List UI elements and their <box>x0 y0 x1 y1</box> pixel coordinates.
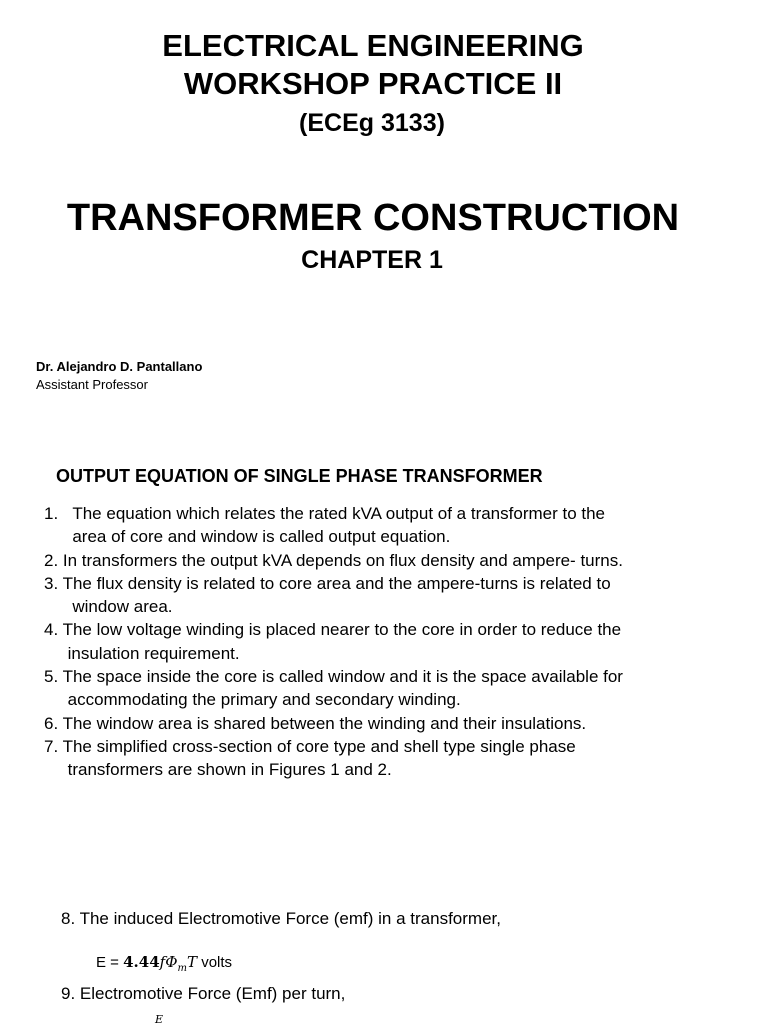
list-item-line: 1. The equation which relates the rated kVA output of a transformer to the <box>44 504 606 523</box>
partial-formula-numerator: E <box>155 1013 164 1026</box>
course-title-line-2: WORKSHOP PRACTICE II <box>183 66 563 101</box>
course-title <box>0 27 746 103</box>
formula-math <box>123 953 198 974</box>
author-name: Dr. Alejandro D. Pantallano <box>36 359 203 374</box>
list-item-line: window area. <box>44 597 173 617</box>
list-item <box>44 665 744 712</box>
section-heading: OUTPUT EQUATION OF SINGLE PHASE TRANSFORMER <box>56 466 543 486</box>
list-item-line: 5. The space inside the core is called window and it is the space available for <box>44 667 623 687</box>
chapter-number: CHAPTER 1 <box>301 246 443 274</box>
formula-flux: Φ <box>165 953 178 971</box>
list-item <box>44 735 744 782</box>
formula-prefix: E = <box>96 954 124 971</box>
list-item-line: accommodating the primary and secondary winding. <box>44 690 461 710</box>
list-item-line: 7. The simplified cross-section of core type and shell type single phase <box>44 736 576 756</box>
list-item <box>44 618 744 665</box>
formula-frequency: f <box>159 953 166 971</box>
list-item-line: 2. In transformers the output kVA depends on flux density and ampere- turns. <box>44 550 623 570</box>
list-item-line: 6. The window area is shared between the winding and their insulations. <box>44 713 587 733</box>
emf-point-9: 9. Electromotive Force (Emf) per turn, <box>61 984 346 1003</box>
formula-coefficient: 4.44 <box>123 953 160 971</box>
list-item-line: 3. The flux density is related to core area and the ampere-turns is related to <box>44 573 611 593</box>
list-item-line: 4. The low voltage winding is placed nearer to the core in order to reduce the <box>44 620 622 640</box>
list-item-line: transformers are shown in Figures 1 and 2. <box>44 760 392 780</box>
chapter-title: TRANSFORMER CONSTRUCTION <box>66 197 680 239</box>
list-item <box>44 572 744 619</box>
emf-formula <box>96 953 232 974</box>
list-item <box>44 502 744 549</box>
list-item-line: area of core and window is called output equation. <box>44 527 451 547</box>
course-code: (ECEg 3133) <box>299 109 445 137</box>
formula-unit: volts <box>197 954 233 971</box>
list-item <box>44 712 744 735</box>
formula-subscript: m <box>177 963 188 974</box>
course-title-line-1: ELECTRICAL ENGINEERING <box>162 28 584 63</box>
formula-turns: T <box>187 953 198 971</box>
numbered-points-list <box>44 502 744 782</box>
author-role: Assistant Professor <box>36 377 148 392</box>
list-item <box>44 549 744 572</box>
list-item-line: insulation requirement. <box>44 643 240 663</box>
emf-point-8: 8. The induced Electromotive Force (emf) in a transformer, <box>61 909 501 928</box>
